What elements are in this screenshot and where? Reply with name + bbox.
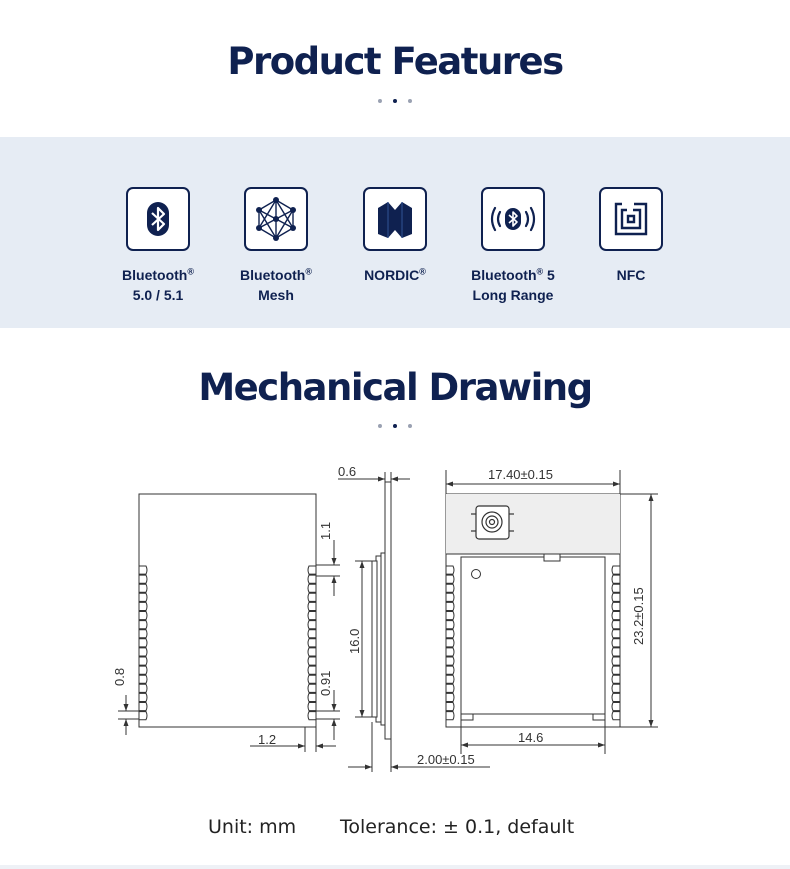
dim-pad-pitch: 0.91	[318, 670, 333, 696]
features-title-dots	[0, 99, 790, 103]
dim-pad-length: 1.2	[258, 732, 277, 747]
mesh-network-icon	[244, 187, 308, 251]
feature-nordic	[335, 187, 455, 285]
front-view	[118, 494, 340, 752]
feature-label: Bluetooth® 5 Long Range	[471, 266, 555, 303]
feature-label: NORDIC®	[364, 266, 426, 283]
dim-shield-width: 14.6	[518, 730, 544, 745]
dim-pad-width: 0.8	[112, 667, 127, 686]
feature-bluetooth-long-range	[453, 187, 573, 305]
nordic-logo-icon	[363, 187, 427, 251]
feature-label: Bluetooth® 5.0 / 5.1	[122, 266, 194, 303]
feature-bluetooth-5	[98, 187, 218, 305]
dim-width: 17.40±0.15	[488, 467, 553, 482]
antenna-connector-icon	[471, 506, 514, 539]
mechanical-drawing	[0, 440, 790, 780]
dim-pad-offset-top: 1.1	[318, 521, 333, 540]
bluetooth-range-icon	[481, 187, 545, 251]
features-title: Product Features	[227, 40, 563, 83]
drawing-title-dots	[0, 424, 790, 428]
dim-shield-height: 16.0	[347, 628, 362, 654]
dim-thickness: 0.6	[338, 464, 357, 479]
feature-label: Bluetooth® Mesh	[240, 266, 312, 303]
nfc-icon	[599, 187, 663, 251]
feature-bluetooth-mesh	[216, 187, 336, 305]
drawing-title: Mechanical Drawing	[198, 366, 592, 409]
dim-length: 23.2±0.15	[631, 587, 646, 645]
feature-label: NFC	[616, 267, 646, 283]
bottom-divider	[0, 865, 790, 869]
bluetooth-icon	[126, 187, 190, 251]
dim-total-thickness: 2.00±0.15	[417, 752, 475, 767]
tolerance-note: Tolerance: ± 0.1, default	[340, 816, 575, 838]
unit-note: Unit: mm	[208, 816, 297, 838]
feature-nfc	[571, 187, 691, 285]
